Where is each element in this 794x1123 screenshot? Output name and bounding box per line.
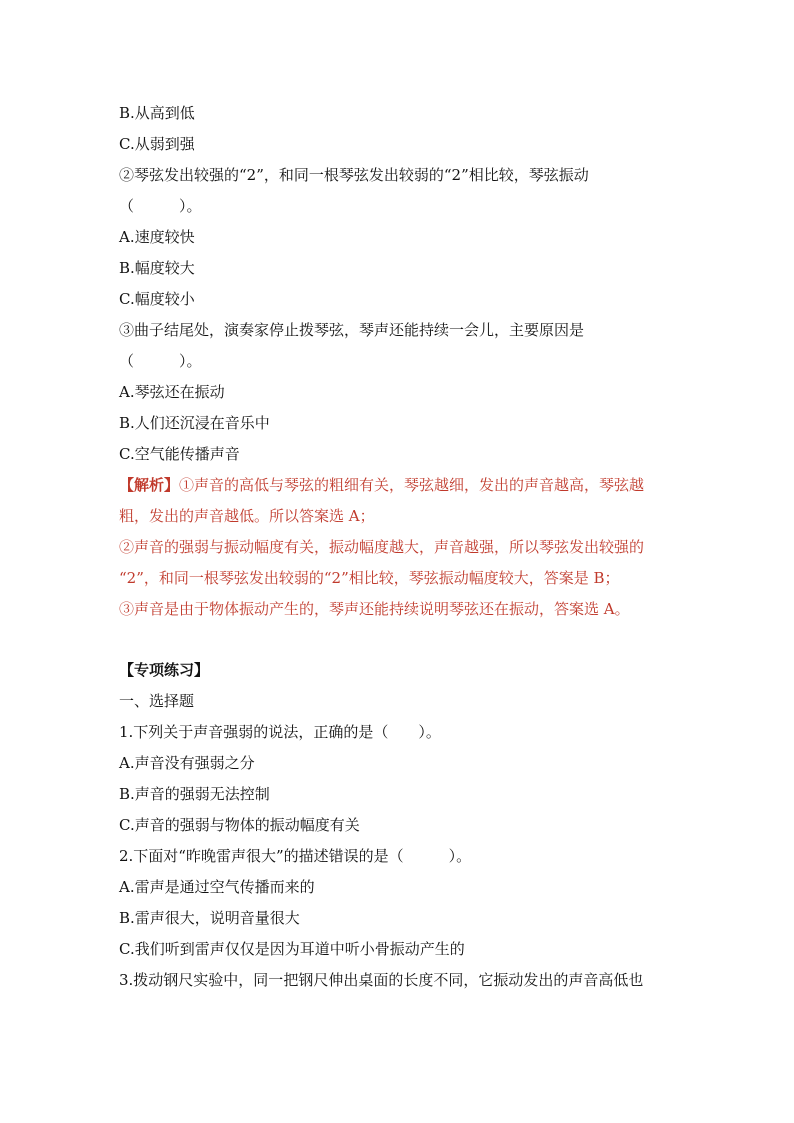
practice-question-3: 3.拨动钢尺实验中，同一把钢尺伸出桌面的长度不同，它振动发出的声音高低也: [119, 971, 644, 989]
question-3-stem-line1: ③曲子结尾处，演奏家停止拨琴弦，琴声还能持续一会儿，主要原因是: [119, 321, 585, 339]
practice-question-2-option-c: C.我们听到雷声仅仅是因为耳道中听小骨振动产生的: [119, 940, 465, 958]
question-3-option-b: B.人们还沉浸在音乐中: [119, 414, 270, 432]
practice-question-1: 1.下列关于声音强弱的说法，正确的是（ ）。: [119, 723, 441, 741]
question-2-stem-line1: ②琴弦发出较强的“2”，和同一根琴弦发出较弱的“2”相比较，琴弦振动: [119, 166, 589, 184]
practice-question-2-option-a: A.雷声是通过空气传播而来的: [119, 878, 315, 896]
question-2-option-c: C.幅度较小: [119, 290, 195, 308]
document-page: [119, 98, 679, 996]
practice-question-1-option-c: C.声音的强弱与物体的振动幅度有关: [119, 816, 360, 834]
practice-section-heading: 一、选择题: [119, 692, 195, 710]
practice-question-1-option-b: B.声音的强弱无法控制: [119, 785, 270, 803]
question-3-stem-line2: （ ）。: [119, 352, 202, 370]
analysis-line3: ②声音的强弱与振动幅度有关，振动幅度越大，声音越强，所以琴弦发出较强的: [119, 538, 645, 556]
spacer: [119, 625, 679, 633]
question-3-option-a: A.琴弦还在振动: [119, 383, 225, 401]
option-b-from-high-to-low: B.从高到低: [119, 104, 195, 122]
analysis-line1: [119, 470, 679, 501]
option-c-from-weak-to-strong: C.从弱到强: [119, 135, 195, 153]
analysis-tag: 【解析】: [119, 476, 180, 494]
question-2-option-b: B.幅度较大: [119, 259, 195, 277]
practice-title: 【专项练习】: [119, 661, 210, 679]
question-2-option-a: A.速度较快: [119, 228, 195, 246]
analysis-text-line1: ①声音的高低与琴弦的粗细有关，琴弦越细，发出的声音越高，琴弦越: [179, 476, 645, 494]
question-2-stem-line2: （ ）。: [119, 197, 202, 215]
practice-question-2: 2.下面对“昨晚雷声很大”的描述错误的是（ ）。: [119, 847, 472, 865]
analysis-line5: ③声音是由于物体振动产生的，琴声还能持续说明琴弦还在振动，答案选 A。: [119, 600, 630, 618]
analysis-line2: 粗，发出的声音越低。所以答案选 A；: [119, 507, 375, 525]
practice-question-1-option-a: A.声音没有强弱之分: [119, 754, 255, 772]
question-3-option-c: C.空气能传播声音: [119, 445, 240, 463]
analysis-line4: “2”，和同一根琴弦发出较弱的“2”相比较，琴弦振动幅度较大，答案是 B；: [119, 569, 620, 587]
practice-question-2-option-b: B.雷声很大，说明音量很大: [119, 909, 300, 927]
